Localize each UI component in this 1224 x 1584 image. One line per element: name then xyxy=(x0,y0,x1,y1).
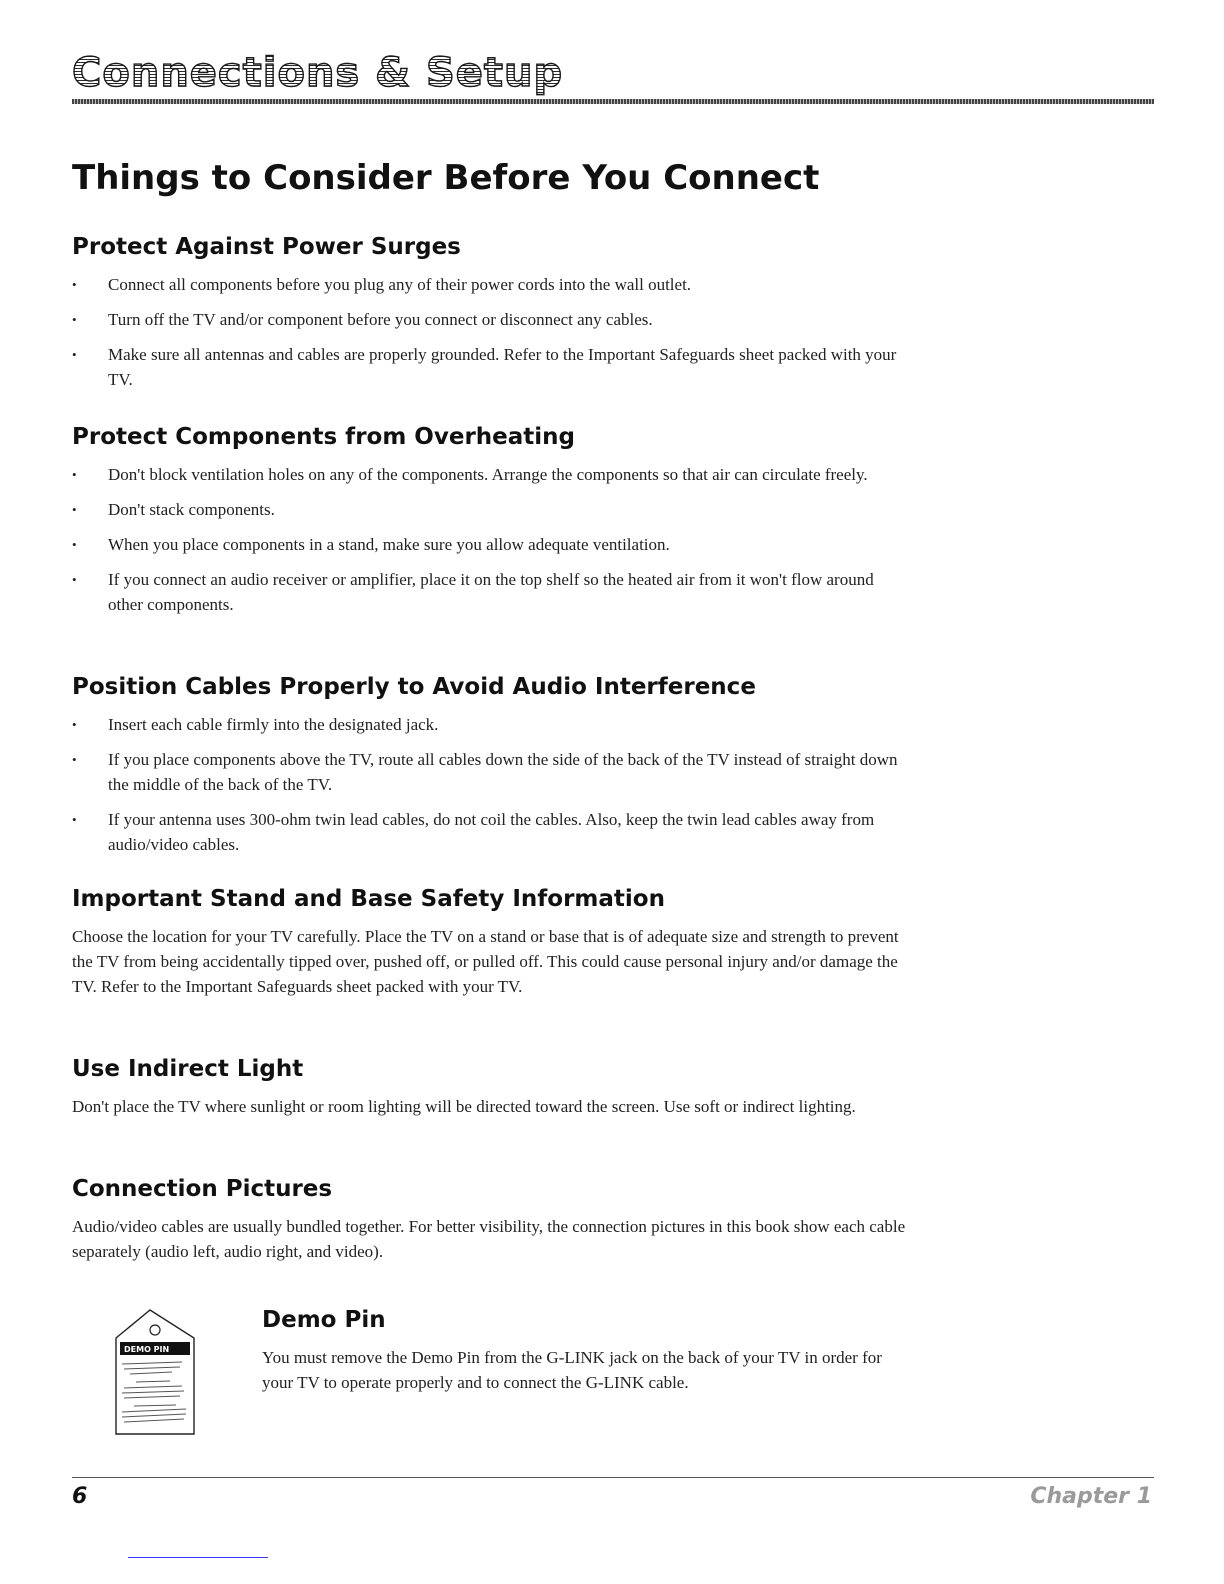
chapter-label: Chapter 1 xyxy=(1030,1484,1152,1509)
bullet-icon: • xyxy=(72,312,77,327)
bullet-icon: • xyxy=(72,572,77,587)
bullet-list xyxy=(72,712,912,857)
bullet-icon: • xyxy=(72,277,77,292)
page-title: Things to Consider Before You Connect xyxy=(72,158,820,198)
bullet-icon: • xyxy=(72,502,77,517)
list-item: • If your antenna uses 300-ohm twin lead cables, do not coil the cables. Also, keep the twin lead cables away from audio/video cables. xyxy=(72,807,912,857)
list-item: • Connect all components before you plug any of their power cords into the wall outlet. xyxy=(72,272,912,297)
list-item: • Turn off the TV and/or component before you connect or disconnect any cables. xyxy=(72,307,912,332)
section-stand-safety xyxy=(72,884,912,999)
bullet-list xyxy=(72,462,912,617)
section-overheating xyxy=(72,422,912,627)
list-item: • If you place components above the TV, route all cables down the side of the back of the TV instead of straight down the middle of the back of the TV. xyxy=(72,747,912,797)
section-paragraph: Choose the location for your TV carefully. Place the TV on a stand or base that is of adequate size and strength to prevent the TV from being accidentally tipped over, pushed off, or pulled off. This could cause personal injury and/or damage the TV. Refer to the Important Safeguards sheet packed with your TV. xyxy=(72,927,899,996)
section-connection-pictures xyxy=(72,1174,912,1264)
demo-pin-tag-icon xyxy=(110,1308,200,1440)
section-indirect-light xyxy=(72,1054,912,1119)
section-heading: Important Stand and Base Safety Information xyxy=(72,886,665,912)
page-number: 6 xyxy=(72,1484,88,1509)
bottom-divider xyxy=(128,1557,268,1558)
section-heading: Connection Pictures xyxy=(72,1176,333,1202)
section-paragraph: You must remove the Demo Pin from the G-LINK jack on the back of your TV in order for your TV to operate properly and to connect the G-LINK cable. xyxy=(262,1348,882,1392)
bullet-icon: • xyxy=(72,537,77,552)
header-title: Connections & Setup xyxy=(72,50,564,96)
bullet-icon: • xyxy=(72,717,77,732)
list-item: • Don't block ventilation holes on any of the components. Arrange the components so that air can circulate freely. xyxy=(72,462,912,487)
section-heading: Demo Pin xyxy=(262,1307,386,1333)
section-cable-position xyxy=(72,672,912,867)
bullet-icon: • xyxy=(72,752,77,767)
footer-rule xyxy=(72,1477,1154,1478)
list-item: • If you connect an audio receiver or amplifier, place it on the top shelf so the heated air from it won't flow around other components. xyxy=(72,567,912,617)
section-heading: Protect Components from Overheating xyxy=(72,424,576,450)
section-paragraph: Audio/video cables are usually bundled together. For better visibility, the connection pictures in this book show each cable separately (audio left, audio right, and video). xyxy=(72,1217,906,1261)
bullet-icon: • xyxy=(72,467,77,482)
bullet-icon: • xyxy=(72,347,77,362)
bullet-icon: • xyxy=(72,812,77,827)
section-heading: Protect Against Power Surges xyxy=(72,234,461,260)
section-demo-pin xyxy=(262,1305,912,1395)
list-item: • Make sure all antennas and cables are properly grounded. Refer to the Important Safeguards sheet packed with your TV. xyxy=(72,342,912,392)
list-item: • Insert each cable firmly into the designated jack. xyxy=(72,712,912,737)
list-item: • When you place components in a stand, make sure you allow adequate ventilation. xyxy=(72,532,912,557)
section-power-surges xyxy=(72,232,912,402)
header-rule xyxy=(72,99,1154,104)
section-heading: Position Cables Properly to Avoid Audio Interference xyxy=(72,674,756,700)
section-heading: Use Indirect Light xyxy=(72,1056,304,1082)
bullet-list xyxy=(72,272,912,392)
demo-pin-tag-label: DEMO PIN xyxy=(124,1345,170,1354)
section-paragraph: Don't place the TV where sunlight or room lighting will be directed toward the screen. Use soft or indirect lighting. xyxy=(72,1097,856,1116)
list-item: • Don't stack components. xyxy=(72,497,912,522)
